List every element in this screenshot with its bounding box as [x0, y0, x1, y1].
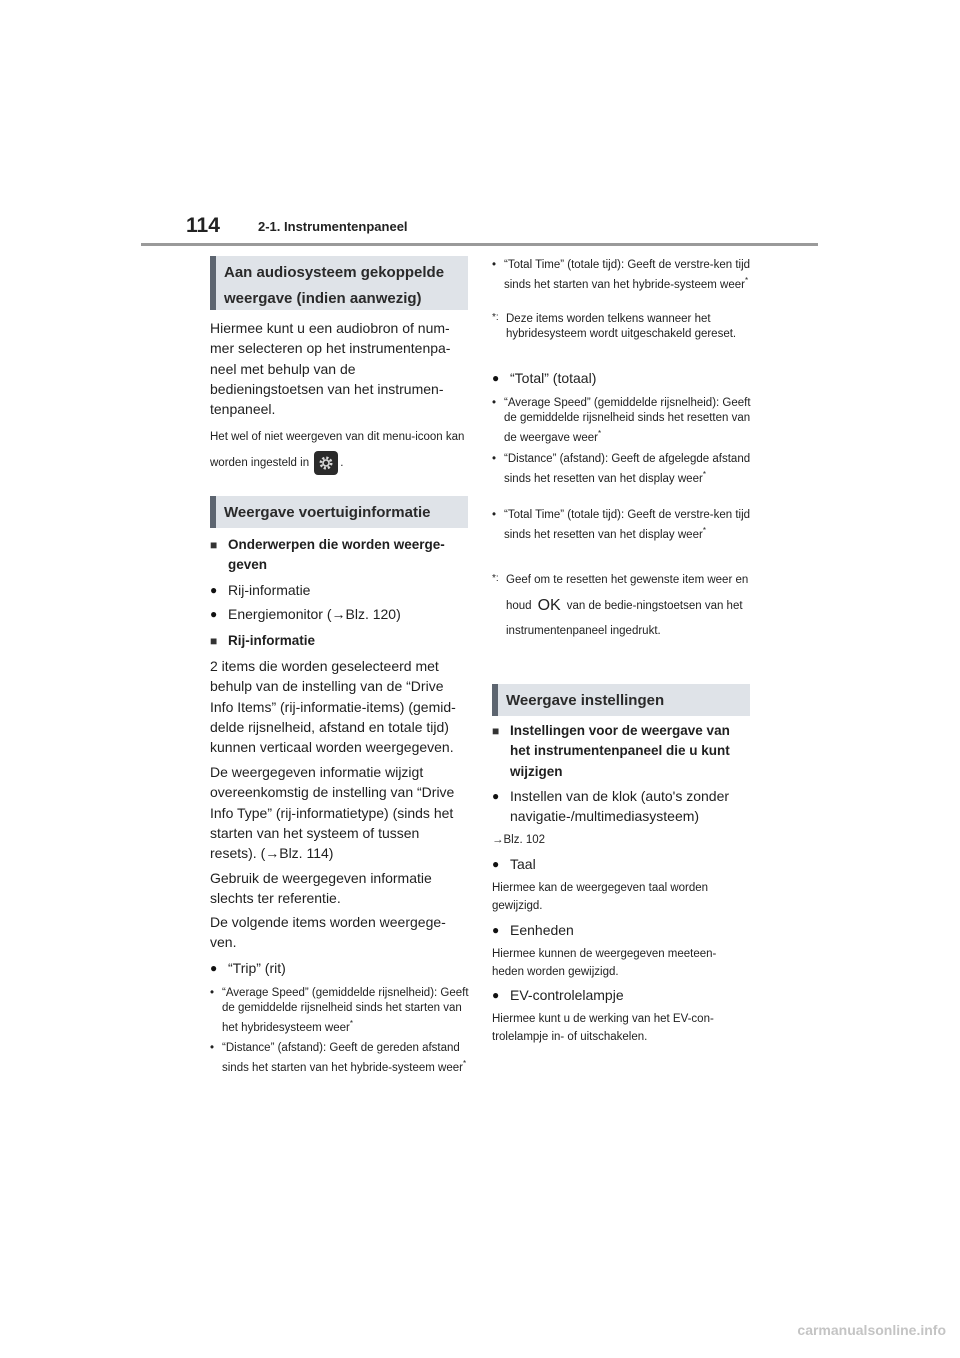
desc-taal: Hiermee kan de weergegeven taal worden gewijzigd. — [492, 882, 709, 912]
subheading-rij-informatie: ■ Rij-informatie — [210, 631, 468, 651]
dot-total-time-trip: • “Total Time” (totale tijd): Geeft de verstre-ken tijd sinds het starten van het hybride-systeem weer* — [492, 258, 756, 293]
ok-button-icon: OK — [537, 597, 561, 614]
dot-average-speed-trip: • “Average Speed” (gemiddelde rijsnelheid): Geeft de gemiddelde rijsnelheid sinds het starten van het hybridesysteem weer* — [210, 986, 474, 1036]
section-vehicle-title: Weergave voertuiginformatie — [210, 496, 468, 528]
section-settings-title: Weergave instellingen — [492, 684, 750, 716]
note-text-before: Het wel of niet weergeven van dit menu-icoon kan worden ingesteld in — [210, 431, 465, 469]
note-text-after: . — [340, 457, 344, 469]
desc-eenheden: Hiermee kunnen de weergegeven meeteen-heden worden gewijzigd. — [492, 948, 717, 978]
footnote-reset-off: *: Deze items worden telkens wanneer het hybridesysteem wordt uitgeschakeld gereset. — [492, 312, 737, 340]
dot-distance-trip: • “Distance” (afstand): Geeft de gereden afstand sinds het starten van het hybride-systeem weer* — [210, 1041, 474, 1076]
footnote-reset-ok: *: Geef om te resetten het gewenste item weer en houd OK van de bedie-ningstoetsen van het instrumentenpaneel ingedrukt. — [492, 573, 749, 637]
subheading-settings: ■ Instellingen voor de weergave van het instrumentenpaneel die u kunt wijzigen — [492, 721, 750, 782]
bullet-eenheden: ● Eenheden — [492, 920, 750, 940]
page-number: 114 — [186, 214, 220, 237]
bullet-trip: ● “Trip” (rit) — [210, 958, 468, 978]
section-audio-body: Hiermee kunt u een audiobron of num-mer selecteren op het instrumentenpa-neel met behulp van de bedieningstoetsen van het instrumen-tenpaneel. — [210, 320, 451, 418]
desc-ev-lamp: Hiermee kunt u de werking van het EV-con-trolelampje in- of uitschakelen. — [492, 1013, 714, 1043]
paragraph-drive-info-items: 2 items die worden geselecteerd met behulp van de instelling van de “Drive Info Items” (rij-informatie-items) (gemid-delde rijsnelheid, afstand en totale tijd) kunnen verticaal worden weergegeven. — [210, 658, 456, 756]
watermark: carmanualsonline.info — [797, 1322, 946, 1338]
section-audio-title: Aan audiosysteem gekoppelde weergave (indien aanwezig) — [210, 256, 468, 310]
dot-distance-total: • “Distance” (afstand): Geeft de afgelegde afstand sinds het resetten van het display weer* — [492, 452, 756, 487]
paragraph-drive-info-type: De weergegeven informatie wijzigt overeenkomstig de instelling van “Drive Info Type” (rij-informatietype) (sinds het starten van het systeem of tussen resets). (→Blz. 114) — [210, 764, 455, 862]
dot-total-time-total: • “Total Time” (totale tijd): Geeft de verstre-ken tijd sinds het resetten van het display weer* — [492, 508, 756, 543]
bullet-clock: ● Instellen van de klok (auto's zonder navigatie-/multimediasysteem) — [492, 786, 750, 827]
bullet-ev-lamp: ● EV-controlelampje — [492, 985, 750, 1005]
chapter-title: 2-1. Instrumentenpaneel — [258, 219, 408, 234]
paragraph-reference: Gebruik de weergegeven informatie slechts ter referentie. — [210, 870, 432, 907]
section-audio-note — [210, 424, 468, 476]
bullet-energiemonitor: ● Energiemonitor (→Blz. 120) — [210, 604, 468, 624]
subheading-topics: ■ Onderwerpen die worden weerge-geven — [210, 535, 468, 576]
bullet-taal: ● Taal — [492, 854, 750, 874]
bullet-rij-informatie: ● Rij-informatie — [210, 580, 468, 600]
reference-clock: →Blz. 102 — [492, 834, 546, 846]
bullet-total: ● “Total” (totaal) — [492, 368, 750, 388]
dot-average-speed-total: • “Average Speed” (gemiddelde rijsnelheid): Geeft de gemiddelde rijsnelheid sinds het resetten van de weergave weer* — [492, 396, 756, 446]
gear-icon — [314, 451, 338, 475]
header-rule — [141, 243, 818, 246]
paragraph-following-items: De volgende items worden weergege-ven. — [210, 914, 446, 951]
